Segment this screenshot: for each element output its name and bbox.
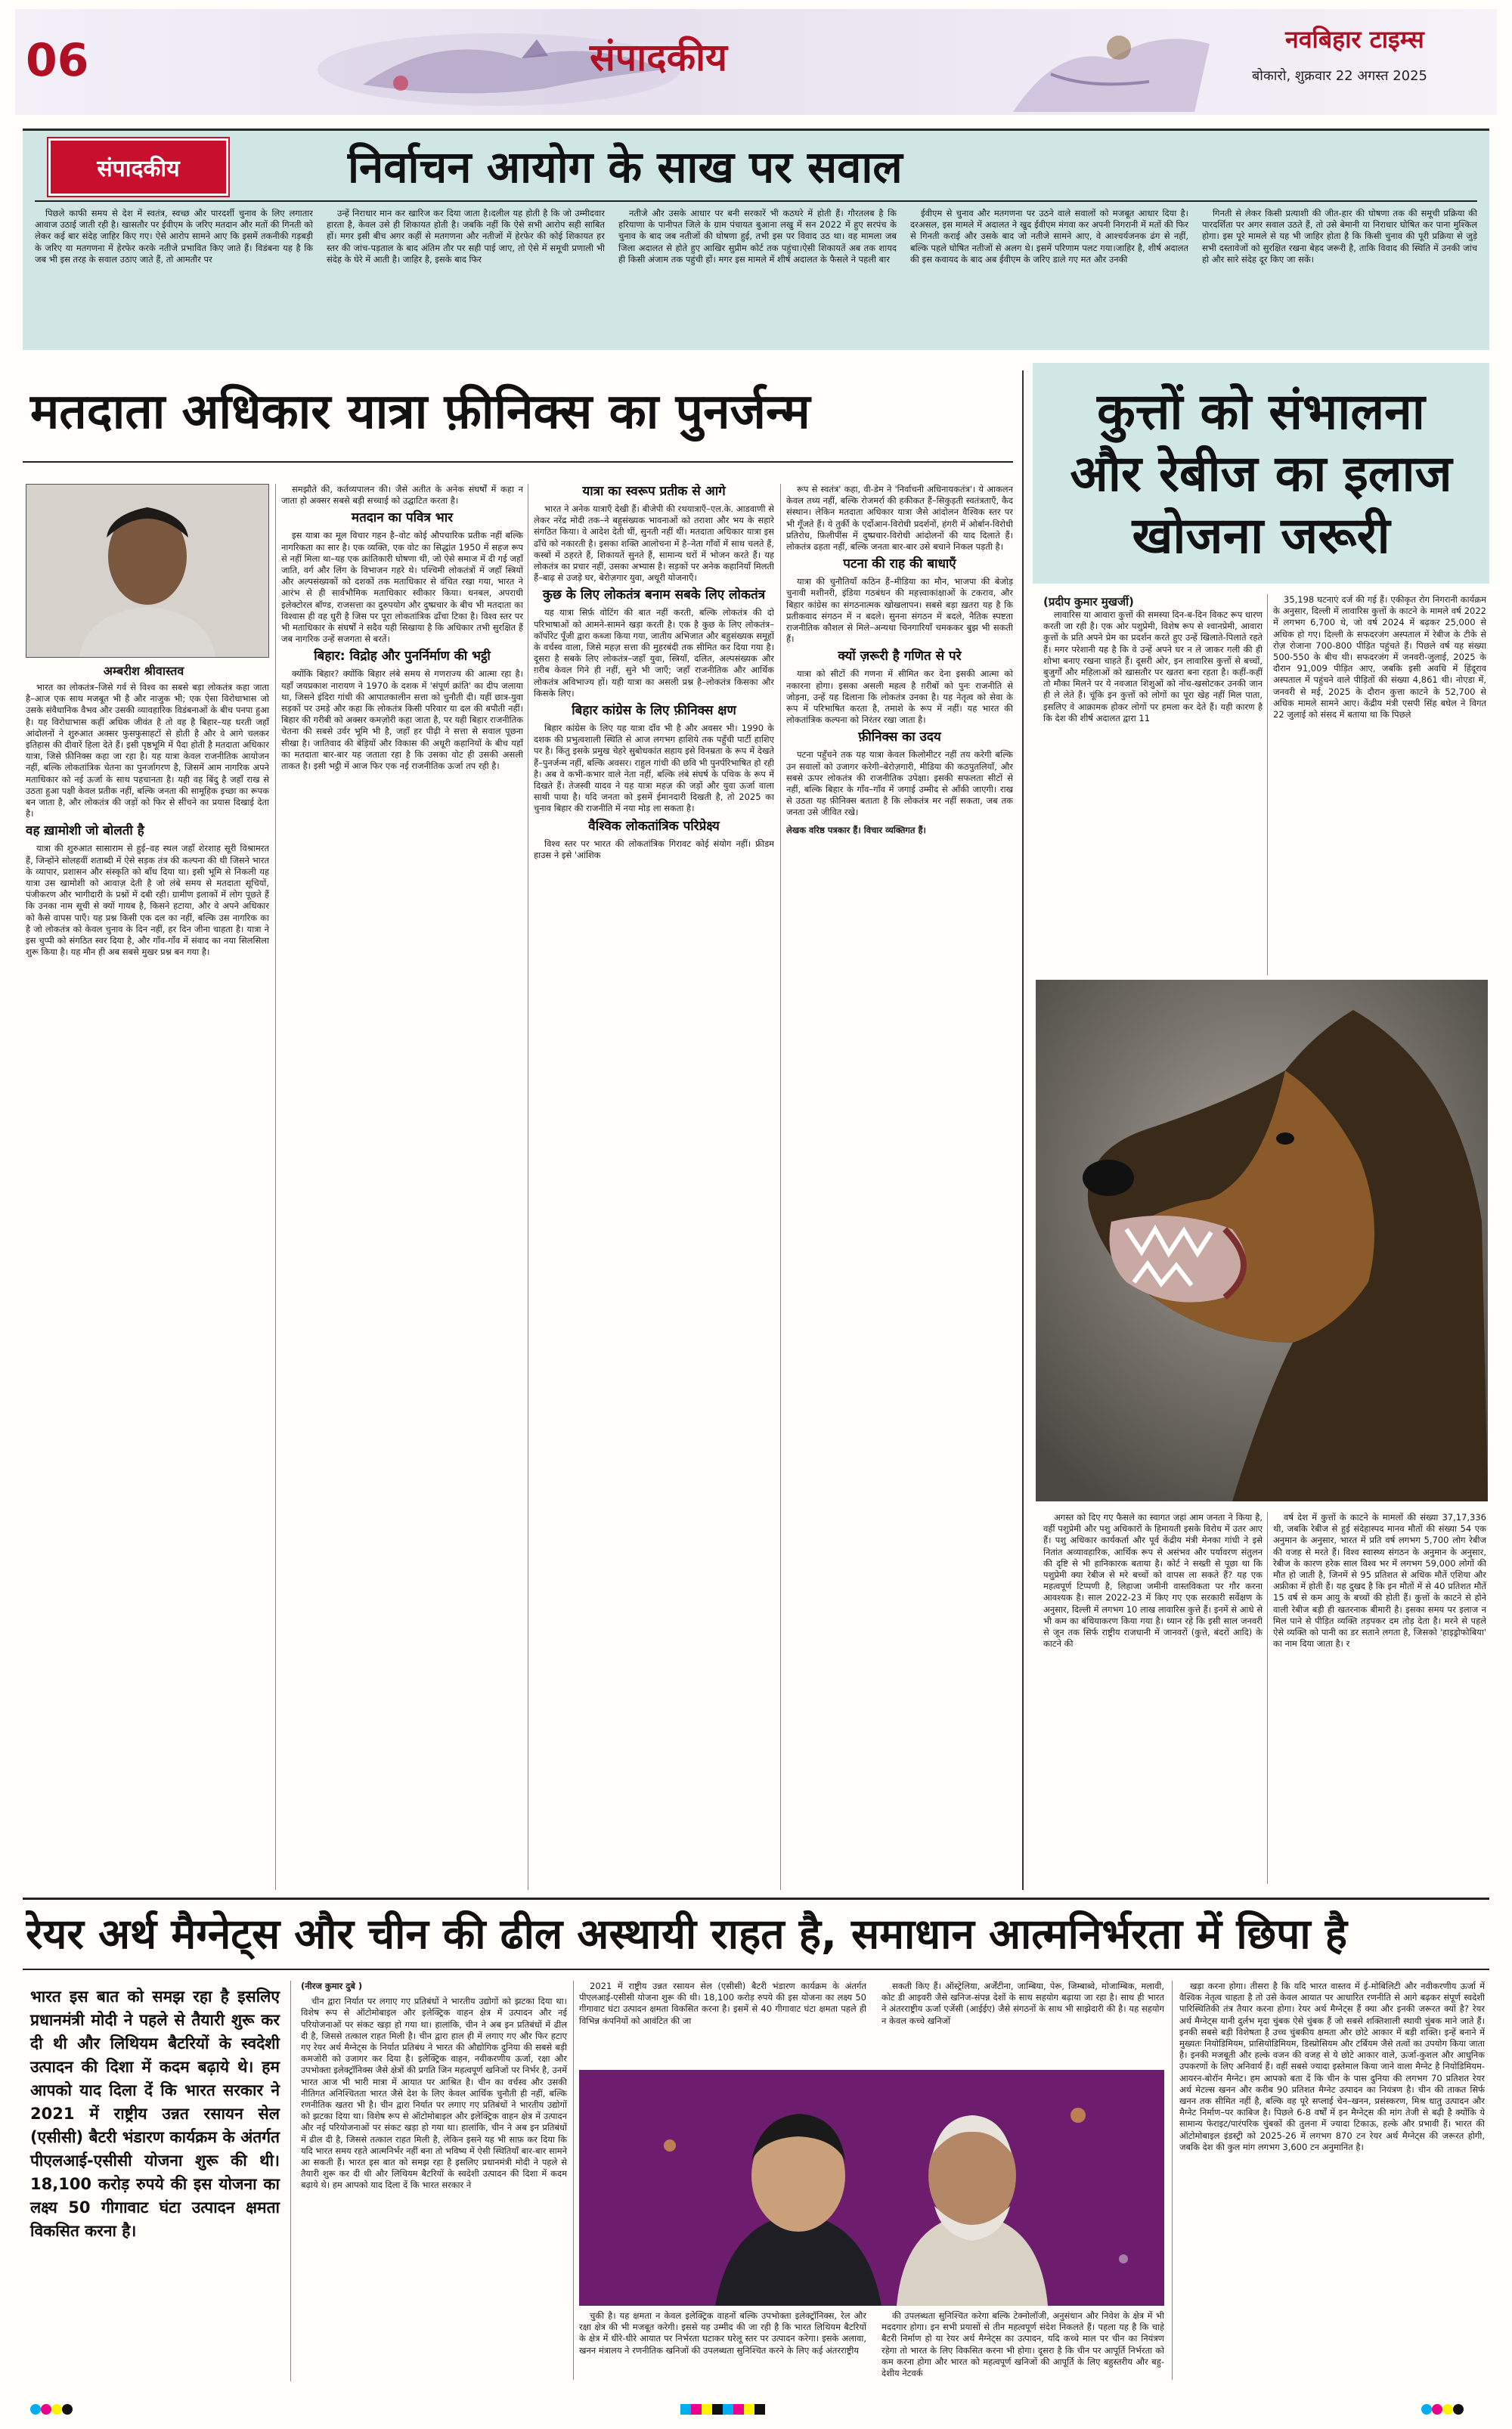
column-divider (780, 484, 781, 1890)
paper-name: नवबिहार टाइम्स (1285, 25, 1424, 54)
subhead-congress: बिहार कांग्रेस के लिए फ़ीनिक्स क्षण (572, 703, 736, 719)
rare-earth-column-2-top: 2021 में राष्ट्रीय उन्नत रसायन सेल (एसीसी) बैटरी भंडारण कार्यक्रम के अंतर्गत पीएलआई-एसीसी योजना शुरू की थी। 18,100 करोड़ रुपये की इस योजना का लक्ष्य 50 गीगावाट घंटा उत्पादन क्षमता विकसित करना है। इसमें से 40 गीगावाट घंटा क्षमता पहले ही विभिन्न कंपनियों को आवंटित की जा (579, 1981, 866, 2026)
rare-earth-column-1: (नीरज कुमार दुबे ) चीन द्वारा निर्यात पर लगाए गए प्रतिबंधों ने भारतीय उद्योगों को झटका दिया था। विशेष रूप से ऑटोमोबाइल और इलेक्ट्रिक वाहन क्षेत्र में उत्पादन और नई परियोजनाओं पर संकट खड़ा हो गया था। हालांकि, चीन ने अब इन प्रतिबंधों में ढील दी है, जिससे तत्काल राहत मिली है। चीन द्वारा हाल ही में लगाए गए और फिर हटाए गए रेयर अर्थ मैग्नेट्स के निर्यात प्रतिबंध ने भारत की औद्योगिक दुनिया की सबसे बड़ी कमजोरी को उजागर कर दिया है। इलेक्ट्रिक वाहन, नवीकरणीय ऊर्जा, रक्षा और उपभोक्ता इलेक्ट्रॉनिक्स जैसे क्षेत्रों की प्रगति जिन महत्वपूर्ण खनिजों पर निर्भर है, उनमें भारत आज भी भारी मात्रा में आयात पर आश्रित है। चीन का वर्चस्व और उसकी नीतिगत अनिश्चितता भारत जैसे देश के लिए केवल आर्थिक चुनौती ही नहीं, बल्कि रणनीतिक खतरा भी है। चीन द्वारा निर्यात पर लगाए गए प्रतिबंधों ने भारतीय उद्योगों को झटका दिया था। विशेष रूप से ऑटोमोबाइल और इलेक्ट्रिक वाहन क्षेत्र में उत्पादन और नई परियोजनाओं पर संकट खड़ा हो गया था। हालांकि, चीन ने अब इन प्रतिबंधों में ढील दी है, जिससे तत्काल राहत मिली है, लेकिन इसने यह भी साफ़ कर दिया कि यदि भारत समय रहते आत्मनिर्भर नहीं बना तो भविष्य में ऐसी स्थितियाँ बार-बार सामने आ सकती हैं। भारत इस बात को समझ रहा है इसलिए प्रधानमंत्री मोदी ने पहले से तैयारी शुरू कर दी थी और लिथियम बैटरियों के स्वदेशी उत्पादन की दिशा में कदम बढ़ाये थे। हम आपको याद दिला दें कि भारत सरकार ने (301, 1981, 567, 2191)
rare-earth-pull-quote: भारत इस बात को समझ रहा है इसलिए प्रधानमंत्री मोदी ने पहले से तैयारी शुरू कर दी थी और लिथियम बैटरियों के स्वदेशी उत्पादन की दिशा में कदम बढ़ाये थे। हम आपको याद दिला दें कि भारत सरकार ने 2021 में राष्ट्रीय उन्नत रसायन सेल (एसीसी) बैटरी भंडारण कार्यक्रम के अंतर्गत पीएलआई-एसीसी योजना शुरू की थी। 18,100 करोड़ रुपये की इस योजना का लक्ष्य 50 गीगावाट घंटा उत्पादन क्षमता विकसित करना है। (30, 1988, 280, 2240)
dogs-column-3: अगस्त को दिए गए फैसले का स्वागत जहां आम जनता ने किया है, वहीं पशुप्रेमी और पशु अधिकारों के हिमायती इसके विरोध में उतर आए हैं। पशु अधिकार कार्यकर्ता और पूर्व केंद्रीय मंत्री मेनका गांधी ने इसे नितांत अव्यावहारिक, आर्थिक रूप से असंभव और पर्यावरण संतुलन की दृष्टि से भी हानिकारक बताया है। कोर्ट ने सख्ती से पूछा था कि पशुप्रेमी क्या रेबीज से मरे बच्चों को वापस ला सकते हैं? यह एक महत्वपूर्ण टिप्पणी है, लिहाजा जमीनी वास्तविकता पर गौर करना आवश्यक है। साल 2022-23 में किए गए एक सरकारी सर्वेक्षण के अनुसार, दिल्ली में लगभग 10 लाख लावारिस कुत्ते हैं। इनमें से आधे से भी कम का बंधियाकरण किया गया है। ध्यान रहे कि इसी साल जनवरी से जून तक सिर्फ राष्ट्रीय राजधानी में जानवरों (कुत्ते, बंदरों आदि) के काटने की (1043, 1512, 1263, 1650)
rare-earth-headline-rule (23, 1969, 1489, 1970)
rare-earth-top-rule (23, 1898, 1489, 1900)
yatra-headline: मतदाता अधिकार यात्रा फ़ीनिक्स का पुनर्जन्म (30, 384, 810, 440)
subhead-patna: पटना की राह की बाधाएँ (843, 556, 956, 572)
registration-color-bar (680, 2404, 765, 2415)
rare-earth-column-3-bottom: की उपलब्धता सुनिश्चित करेगा बल्कि टेक्नोलॉजी, अनुसंधान और निवेश के क्षेत्र में भी मददगार होगा। इन सभी प्रयासों से तीन महत्वपूर्ण संदेश निकलते हैं। पहला यह है कि चाहे बैटरी निर्माण हो या रेयर अर्थ मैग्नेट्स का उत्पादन, यदि कच्चे माल पर चीन का नियंत्रण रहेगा तो भारत के लिए विकसित करना भी होगा। दूसरा है कि चीन पर आपूर्ति निर्भरता को कम करना होगा और भारत को महत्वपूर्ण खनिजों की आपूर्ति के लिए बहुस्तरीय और बहु-देशीय नेटवर्क (881, 2310, 1164, 2379)
rare-earth-column-4: खड़ा करना होगा। तीसरा है कि यदि भारत वास्तव में ई-मोबिलिटी और नवीकरणीय ऊर्जा में वैश्विक नेतृत्व चाहता है तो उसे केवल आयात पर आधारित रणनीति से आगे बढ़कर संपूर्ण स्वदेशी पारिस्थितिकी तंत्र तैयार करना होगा। रेयर अर्थ मैग्नेट्स हैं क्या और इनकी जरूरत क्यों है? रेयर अर्थ मैग्नेट्स यानी दुर्लभ मृदा चुंबक ऐसे चुंबक हैं जो सबसे शक्तिशाली स्थायी चुंबक माने जाते हैं। इनकी सबसे बड़ी विशेषता है उच्च चुंबकीय क्षमता और छोटे आकार में बड़ी शक्ति। इन्हें बनाने में मुख्यतः नियोडिमियम, प्रासियोडिमियम, डिस्प्रोसियम और टर्बियम जैसे तत्वों का उपयोग किया जाता है। इनकी मजबूती और हल्के वजन की वजह से ये छोटे आकार वाले, ऊर्जा-कुशल और आधुनिक उपकरणों के लिए अनिवार्य हैं। वहीं सबसे ज्यादा इस्तेमाल किया जाने वाला मैग्नेट है नियोडिमियम-आयरन-बोरॉन मैग्नेट। हम आपको बता दें कि चीन के पास दुनिया की लगभग 70 प्रतिशत रेयर अर्थ मेटल्स खनन और करीब 90 प्रतिशत मैग्नेट उत्पादन का नियंत्रण है। चीन की ताकत सिर्फ खनन तक सीमित नहीं है, बल्कि वह पूरे सप्लाई चेन–खनन, प्रसंस्करण, मिश्र धातु उत्पादन और मैग्नेट निर्माण–पर काबिज है। पिछले 6-8 वर्षों में इन मैग्नेट्स की मांग तेजी से बढ़ी है क्योंकि ये सामान्य फेराइट/पारंपरिक चुंबकों की तुलना में ज्यादा टिकाऊ, हल्के और प्रभावी हैं। भारत की ऑटोमोबाइल इंडस्ट्री को 2025-26 में लगभग 870 टन रेयर अर्थ मैग्नेट्स की जरूरत होगी, जबकि देश की कुल मांग लगभग 3,600 टन अनुमानित है। (1179, 1981, 1485, 2152)
subhead-phoenix: फ़ीनिक्स का उदय (858, 730, 941, 745)
editorial-column-3: नतीजे और उसके आधार पर बनी सरकारें भी कठघरे में होती हैं। गौरतलब है कि हरियाणा के पानीपत जिले के ग्राम पंचायत बुआना लखु में सन 2022 में हुए सरपंच के चुनाव के बाद जब नतीजों की घोषणा हुई, तभी इस पर विवाद उठ था। वह मामला जब जिला अदालत से होते हुए आखिर सुप्रीम कोर्ट तक पहुंचा।ऐसी शिकायतें अब तक शायद ही किसी अंजाम तक पहुंची हों। मगर इस मामले में शीर्ष अदालत के फैसले ने पहली बार (618, 208, 897, 265)
subhead-yatra-swaroop: यात्रा का स्वरूप प्रतीक से आगे (582, 484, 726, 499)
snarling-dog-icon (1036, 980, 1488, 1501)
section-title: संपादकीय (590, 36, 728, 79)
dogs-column-4: वर्ष देश में कुत्तों के काटने के मामलों की संख्या 37,17,336 थी, जबकि रेबीज से हुई संदेहास्पद मानव मौतों की संख्या 54 एक अनुमान के अनुसार, भारत में प्रति वर्ष लगभग 5,700 लोग रेबीज की वजह से मरते हैं। विश्व स्वास्थ्य संगठन के अनुमान के अनुसार, रेबीज के कारण हरेक साल विश्व भर में लगभग 59,000 लोगों की मौत हो जाती है, जिनमें से 95 प्रतिशत से अधिक मौतें एशिया और अफ्रीका में होती हैं। यह दुखद है कि इन मौतों में से 40 प्रतिशत मौतें 15 वर्ष से कम आयु के बच्चों की होती हैं। कुत्तों के काटने से होने वाली रेबीज बड़ी ही खतरनाक बीमारी है। इसका समय पर इलाज न मिल पाने से पीड़ित व्यक्ति तड़पकर दम तोड़ देता है। मरने से पहले ऐसे व्यक्ति को पानी का डर सताने लगता है, जिसको 'हाइड्रोफोबिया' का नाम दिया जाता है। र (1273, 1512, 1486, 1650)
yatra-column-2: समझौते की, कर्तव्यपालन की। जैसे अतीत के अनेक संघर्षों में कहा न जाता हो अक्सर सबसे बड़ी सच्चाई को उद्घाटित करता है। मतदान का पवित्र भार इस यात्रा का मूल विचार गहन है–वोट कोई औपचारिक प्रतीक नहीं बल्कि नागरिकता का सार है। एक व्यक्ति, एक वोट का सिद्धांत 1950 में सहज रूप से नहीं मिला था–यह एक क्रांतिकारी घोषणा थी, जो ऐसे समाज में दी गई जहाँ जाति, वर्ग और लिंग के विभाजन गहरे थे। पश्चिमी लोकतंत्रों में जहाँ स्त्रियों और अल्पसंख्यकों को दशकों तक मताधिकार से वंचित रखा गया, भारत ने आरंभ से ही सार्वभौमिक मताधिकार स्वीकार किया। धनबल, अपराधी इलेक्टोरल बॉण्ड, राजसत्ता का दुरुपयोग और दुष्प्रचार के बीच भी मतदाता का विश्वास ही वह धुरी है जिस पर पूरा लोकतांत्रिक ढाँचा टिका है। विश्व स्तर पर भी मताधिकार के संघर्षों ने सदैव यही सिखाया है कि अधिकार तभी सुरक्षित हैं जब नागरिक उन्हें सजगता से बरतें। बिहार: विद्रोह और पुनर्निर्माण की भट्ठी क्योंकि बिहार? क्योंकि बिहार लंबे समय से गणराज्य की आत्मा रहा है। यहाँ जयप्रकाश नारायण ने 1970 के दशक में 'संपूर्ण क्रांति' का दीप जलाया था, जिसने इंदिरा गांधी की आपातकालीन सत्ता को चुनौती दी। यहीं छात्र-युवा सड़कों पर उमड़े और कहा कि लोकतंत्र किसी परिवार या दल की बपौती नहीं। बिहार की गरीबी को अक्सर कमज़ोरी कहा जाता है, पर यही बिहार राजनीतिक चेतना की सबसे उर्वर भूमि भी है, जहाँ हर पीढ़ी ने सत्ता से सवाल पूछना सीखा है। जातिवाद की बेड़ियों और विकास की अधूरी कहानियों के बीच यहाँ का मतदाता बार-बार यह जताता रहा है कि उसका वोट ही उसकी असली ताकत है। इसी भट्ठी में आज फिर एक नई राजनीतिक ऊर्जा तप रही है। (281, 484, 523, 772)
editorial-column-2: उन्हें निराधार मान कर खारिज कर दिया जाता है।दलील यह होती है कि जो उम्मीदवार हारता है, केवल उसे ही शिकायत होती है। जबकि नहीं कि ऐसे सभी आरोप सही साबित हों। मगर इसी बीच अगर कहीं से मतगणना और नतीजों में हेरफेर की कोई शिकायत हर स्तर की जांच-पड़ताल के बाद अंतिम तौर पर सही पाई जाए, तो ऐसे में समूची प्रणाली भी संदेह के घेरे में आती है। जाहिर है, इसके बाद फिर (327, 208, 605, 265)
author-photo (26, 484, 269, 658)
editorial-label-text: संपादकीय (97, 155, 180, 182)
dogs-column-2: 35,198 घटनाएं दर्ज की गई हैं। एकीकृत रोग निगरानी कार्यक्रम के अनुसार, दिल्ली में लावारिस कुत्तों के काटने के मामले वर्ष 2022 में लगभग 6,700 थे, जो वर्ष 2024 में बढ़कर 25,000 से अधिक हो गए। दिल्ली के सफदरजंग अस्पताल में रेबीज के टीके से रोज़ रोजाना 700-800 पीड़ित पहुंचते हैं। पिछले वर्ष यह संख्या 500-550 के बीच थी। सफदरजंग में जनवरी-जुलाई, 2025 के दौरान 91,009 पीड़ित आए, जबकि इसी अवधि में हिंदूराव अस्पताल में पहुंचने वाले पीड़ितों की संख्या 4,861 थी। नोएडा में, जनवरी से मई, 2025 के दौरान कुत्ता काटने के 52,700 से अधिक मामले सामने आए। केंद्रीय मंत्री एसपी सिंह बघेल ने विगत 22 जुलाई को संसद में बताया था कि पिछले (1273, 594, 1486, 720)
decorative-figure-icon (968, 14, 1240, 119)
registration-color-bar-left (30, 2404, 73, 2415)
column-divider (275, 484, 276, 1890)
yatra-column-1: भारत का लोकतंत्र–जिसे गर्व से विश्व का सबसे बड़ा लोकतंत्र कहा जाता है–आज एक साथ मजबूत भी है और नाजुक भी; एक ऐसा विरोधाभास जो उसके संवैधानिक वैभव और उसकी व्यावहारिक विडंबनाओं के बीच पनपा हुआ है। यह विरोधाभास कहीं अधिक जीवंत है तो वह है बिहार–यह धरती जहाँ आंदोलनों ने शुरुआत अक्सर फुसफुसाहटों से होती है और वे आगे चलकर इतिहास की दीवारें हिला देते हैं। इसी पृष्ठभूमि में पैदा होती है मतदाता अधिकार यात्रा, जिसे फ़ीनिक्स कहा जा रहा है। यह यात्रा केवल राजनीतिक आयोजन नहीं, बल्कि लोकतांत्रिक चेतना का पुनर्जागरण है, जिसमें आम नागरिक अपने मताधिकार को नई ऊर्जा के साथ पहचानता है। यही वह बिंदु है जहाँ राख से उठता हुआ पक्षी केवल प्रतीक नहीं, बल्कि जनता की सामूहिक इच्छा का रूपक बन जाता है, और लोकतंत्र की जड़ों को फिर से सींचने का प्रयास दिखाई देता है। वह ख़ामोशी जो बोलती है यात्रा की शुरुआत सासाराम से हुई–वह स्थल जहाँ शेरशाह सूरी विश्रामरत हैं, जिन्होंने सोलहवीं शताब्दी में ऐसे सड़क तंत्र की कल्पना की थी जिसने भारत के व्यापार, प्रशासन और संस्कृति को बाँध दिया था। इसी भूमि से निकली यह यात्रा उस खामोशी को आवाज़ देती है जो लंबे समय से मतदाता सूचियों, पंजीकरण और भागीदारी के प्रश्नों में दबी रही। ग्रामीण इलाकों में लोग पूछते हैं कि उनका नाम सूची से क्यों गायब है, किसने हटाया, और वे अपने अधिकार को कैसे वापस पाएँ। यह प्रश्न किसी एक दल का नहीं, बल्कि उस नागरिक का है जो लोकतंत्र को केवल चुनाव के दिन नहीं, हर दिन जीना चाहता है। यात्रा ने इस चुप्पी को संगठित स्वर दिया है, और गाँव-गाँव में संवाद का नया सिलसिला शुरू किया है। यह मौन ही अब सबसे मुखर प्रश्न बन गया है। (26, 682, 269, 958)
rare-earth-headline: रेयर अर्थ मैग्नेट्स और चीन की ढील अस्थायी राहत है, समाधान आत्मनिर्भरता में छिपा है (26, 1910, 1347, 1958)
subhead-khamoshi: वह ख़ामोशी जो बोलती है (26, 823, 144, 839)
leaders-photo (579, 2070, 1164, 2306)
editorial-column-4: ईवीएम से चुनाव और मतगणना पर उठने वाले सवालों को मजबूत आधार दिया है। दरअसल, इस मामले में अदालत ने खुद ईवीएम मंगवा कर अपनी निगरानी में मतों की फिर से गिनती कराई और उसके बाद जो नतीजे सामने आए, वे आश्चर्यजनक ढंग से नहीं, बल्कि पहले घोषित नतीजों से अलग थे। इसमें परिणाम पलट गया।जाहिर है, शीर्ष अदालत की इस कवायद के बाद अब ईवीएम के जरिए डाले गए मत और उनकी (910, 208, 1188, 265)
subhead-matdan: मतदान का पवित्र भार (351, 510, 454, 526)
column-divider (1267, 1512, 1268, 1884)
masthead (0, 0, 1512, 121)
rare-earth-column-2-bottom: चुकी है। यह क्षमता न केवल इलेक्ट्रिक वाहनों बल्कि उपभोक्ता इलेक्ट्रॉनिक्स, रेल और रक्षा क्षेत्र की भी मजबूत करेगी। इससे यह उम्मीद की जा रही है कि भारत लिथियम बैटरियों के क्षेत्र में धीरे-धीरे आयात पर निर्भरता घटाकर घरेलू स्तर पर उत्पादन करेगा। इसके अलावा, खनन मंत्रालय ने रणनीतिक खनिजों की उपलब्धता सुनिश्चित करने के लिए कई अंतरराष्ट्रीय (579, 2310, 866, 2356)
rare-earth-column-3-top: सकती किए हैं। ऑस्ट्रेलिया, अर्जेंटीना, जाम्बिया, पेरू, जिम्बाब्वे, मोजाम्बिक, मलावी, कोट डी आइवरी जैसे खनिज-संपन्न देशों के साथ सहयोग बढ़ाया जा रहा है। साथ ही भारत ने अंतरराष्ट्रीय ऊर्जा एजेंसी (आईईए) जैसे संगठनों के साथ भी साझेदारी की है। यह सहयोग न केवल कच्चे खनिजों (881, 1981, 1164, 2026)
yatra-byline: लेखक वरिष्ठ पत्रकार हैं। विचार व्यक्तिगत हैं। (786, 824, 926, 835)
editorial-box (23, 129, 1489, 350)
yatra-column-3: यात्रा का स्वरूप प्रतीक से आगे भारत ने अनेक यात्राएँ देखी हैं। बीजेपी की रथयात्राएँ–एल.के. आडवाणी से लेकर नरेंद्र मोदी तक–ने बहुसंख्यक भावनाओं को तराशा और भय के सहारे संगठित किया। वे आदेश देती थीं, सुनती नहीं थीं। मतदाता अधिकार यात्रा इस ढाँचे को नकारती है। इसका शक्ति आलोचना में है–नेता गाँवों में साथ चलते हैं, कस्बों में ठहरते हैं, शिकायतें सुनते हैं, सामान्य घरों में भोजन करते हैं। यह लोकतंत्र का प्रचार नहीं, उसका अभ्यास है। सड़कों पर अनेक कहानियाँ मिलती हैं–बाढ़ से उजड़े घर, बेरोज़गार युवा, अधूरी योजनाएँ। कुछ के लिए लोकतंत्र बनाम सबके लिए लोकतंत्र यह यात्रा सिर्फ़ वोटिंग की बात नहीं करती, बल्कि लोकतंत्र की दो परिभाषाओं को आमने-सामने खड़ा करती है। एक है कुछ के लिए लोकतंत्र–कॉर्पोरेट पूँजी द्वारा कब्जा किया गया, जातीय अभिजात और बहुसंख्यक समूहों के वर्चस्व वाला, जिसे महज़ सत्ता की मुहरबंदी तक सीमित कर दिया गया है। दूसरा है सबके लिए लोकतंत्र–जहाँ युवा, स्त्रियाँ, दलित, अल्पसंख्यक और ग़रीब केवल गिने ही नहीं, सुने भी जाएँ; जहाँ राजनीतिक और आर्थिक लोकतंत्र अविभाज्य हों। यही यात्रा का असली प्रश्न है–लोकतंत्र किसका और किसके लिए। बिहार कांग्रेस के लिए फ़ीनिक्स क्षण बिहार कांग्रेस के लिए यह यात्रा दाँव भी है और अवसर भी। 1990 के दशक की प्रभुत्वशाली स्थिति से आज लगभग हाशिये तक पहुँची पार्टी हाशिए पर है। किंतु इसके प्रमुख चेहरे सुबोधकांत सहाय इसे विनम्रता के रूप में देखते हैं–पुनर्जन्म नहीं, बल्कि अवसर। राहुल गांधी की छवि भी पुनर्परिभाषित हो रही है। अब वे कभी-कभार वाले नेता नहीं, बल्कि लंबे संघर्ष के पथिक के रूप में दिखते हैं। तेजस्वी यादव ने यह यात्रा महज़ की जड़ों और युवा ऊर्जा वाला साथी पाया है। यदि जनता को इसमें ईमानदारी दिखती है, तो 2025 का चुनाव बिहार की राजनीति में नया मोड़ ला सकता है। वैश्विक लोकतांत्रिक परिप्रेक्ष्य विश्व स्तर पर भारत की लोकतांत्रिक गिरावट कोई संयोग नहीं। फ्रीडम हाउस ने इसे 'आंशिक (534, 484, 774, 860)
dogs-column-1: लावारिस या आवारा कुत्तों की समस्या दिन-ब-दिन विकट रूप धारण करती जा रही है। एक ओर पशुप्रेमी, विशेष रूप से श्वानप्रेमी, आवारा कुत्तों के प्रति अपने प्रेम का प्रदर्शन करते हुए उन्हें खिलाते-पिलाते रहते हैं। मगर परेशानी यह है कि वे उन्हें अपने घर न ले जाकर गली की ही शोभा बनाए रखना चाहते हैं। दूसरी ओर, इन लावारिस कुत्तों से बच्चों, बुजुर्गों और महिलाओं को खासतौर पर खतरा बना रहता है। कहीं-कहीं तो मौका मिलने पर ये नवजात शिशुओं को नोंच-खसोटकर उनकी जान ही ले लेते हैं। चूंकि इन कुत्तों को लोगों का पूरा खेह नहीं मिल पाता, इसलिए वे आक्रामक होकर लोगों पर हमला कर देते हैं। यही कारण है कि देश की शीर्ष अदालत द्वारा 11 (1043, 609, 1263, 723)
yatra-headline-rule (23, 461, 1013, 463)
editorial-column-1: पिछले काफी समय से देश में स्वतंत्र, स्वच्छ और पारदर्शी चुनाव के लिए लगातार आवाज उठाई जाती रही है। खासतौर पर ईवीएम के जरिए मतदान और मतों की गिनती को लेकर कई बार संदेह जाहिर किए गए। ऐसे आरोप सामने आए कि इसमें तकनीकी गड़बड़ी के जरिए या मतगणना में हेरफेर करके नतीजे प्रभावित किए जाते हैं। विडंबना यह है कि जब भी इस तरह के सवाल उठाए जाते हैं, तो आमतौर पर (35, 208, 313, 265)
subhead-loktantra: कुछ के लिए लोकतंत्र बनाम सबके लिए लोकतंत्र (542, 587, 766, 603)
dog-photo (1036, 980, 1488, 1501)
masthead-band (15, 9, 1497, 115)
author-name: अम्बरीश श्रीवास्तव (103, 664, 184, 678)
author-portrait-icon (26, 485, 268, 657)
editorial-column-5: गिनती से लेकर किसी प्रत्याशी की जीत-हार की घोषणा तक की समूची प्रक्रिया की पारदर्शिता पर अगर सवाल उठते हैं, तो उसे बेमानी या निराधार घोषित कर पाना मुश्किल होगा। इस पूरे मामले से यह भी जाहिर होता है कि किसी चुनाव की पूरी प्रक्रिया से जुड़े सभी दस्तावेजों को सुरक्षित रखना बेहद जरूरी है, ताकि विवाद की स्थिति में उनकी जांच हो और सारे संदेह दूर किए जा सकें। (1202, 208, 1477, 265)
editorial-headline-rule (35, 200, 1477, 202)
subhead-vaishvik: वैश्विक लोकतांत्रिक परिप्रेक्ष्य (588, 818, 720, 834)
dateline: बोकारो, शुक्रवार 22 अगस्त 2025 (1252, 68, 1428, 84)
subhead-ganit: क्यों ज़रूरी है गणित से परे (838, 649, 962, 665)
editorial-label (48, 138, 228, 196)
dogs-headline-box (1033, 363, 1489, 584)
registration-color-bar-right (1421, 2404, 1464, 2415)
rare-earth-author: (नीरज कुमार दुबे ) (301, 1981, 363, 1991)
dogs-headline: कुत्तों को संभालना और रेबीज का इलाज खोजना जरूरी (1070, 383, 1452, 565)
leaders-illustration-icon (579, 2070, 1164, 2306)
subhead-bihar: बिहार: विद्रोह और पुनर्निर्माण की भट्ठी (314, 649, 491, 665)
column-divider (1172, 1981, 1173, 2380)
yatra-column-4: रूप से स्वतंत्र' कहा, वी-डेम ने 'निर्वाचनी अधिनायकतंत्र'। ये आकलन केवल तथ्य नहीं, बल्कि रोजमर्रा की हकीकत हैं–सिकुड़ती स्वतंत्रताएँ, कैद संस्थान। लेकिन मतदाता अधिकार यात्रा जैसे आंदोलन वैश्विक स्तर पर भी गूँजते हैं। ये तुर्की के एर्दोआन-विरोधी प्रदर्शनों, हंगरी में ओर्बान-विरोधी प्रतिरोध, फ़िलीपींस में दुष्प्रचार-विरोधी आंदोलनों की याद दिलाते हैं। लोकतंत्र ढहता नहीं, बल्कि जनता बार-बार उसे बचाने निकल पड़ती है। पटना की राह की बाधाएँ यात्रा की चुनौतियाँ कठिन हैं–मीडिया का मौन, भाजपा की बेजोड़ चुनावी मशीनरी, इंडिया गठबंधन की महत्त्वाकांक्षाओं के टकराव, और बिहार कांग्रेस का संगठनात्मक खोखलापन। सबसे बड़ा ख़तरा यह है कि प्रतीकवाद संगठन में न बदले। सुनना संगठन में बदले, नैतिक स्पष्टता राजनीतिक कौशल से मिले–अन्यथा चिनगारियाँ चमककर बुझ भी सकती हैं। क्यों ज़रूरी है गणित से परे यात्रा को सीटों की गणना में सीमित कर देना इसकी आत्मा को नकारना होगा। इसका असली महत्व है ग़रीबों को पुनः राजनीति से जोड़ना, उन्हें यह दिलाना कि लोकतंत्र उनका है। यह नेतृत्व को सेवा के रूप में परिभाषित करता है, तमाशे के रूप में नहीं। यह भारत की लोकतांत्रिक कल्पना को निरंतर रखा जाता है। फ़ीनिक्स का उदय पटना पहुँचने तक यह यात्रा केवल किलोमीटर नहीं तय करेगी बल्कि उन सवालों को उजागर करेगी–बेरोज़गारी, मीडिया की कठपुतलियाँ, और सबसे ऊपर लोकतंत्र की राजनीतिक उपेक्षा। इसकी सफलता सीटों से नहीं, बल्कि बिहार के गाँव–गाँव में जगाई उम्मीद से आँकी जाएगी। राख से उठता यह फ़ीनिक्स बताता है कि लोकतंत्र मर नहीं सकता, जब तक जनता उसे जीवित रखे। लेखक वरिष्ठ पत्रकार हैं। विचार व्यक्तिगत हैं। (786, 484, 1013, 835)
pull-quote-divider (290, 1981, 291, 2381)
column-divider (573, 1981, 574, 2380)
editorial-headline: निर्वाचन आयोग के साख पर सवाल (348, 141, 903, 193)
dogs-author: (प्रदीप कुमार मुखर्जी) (1043, 595, 1134, 609)
page-number: 06 (26, 34, 89, 87)
section-divider (1022, 370, 1024, 1890)
column-divider (1267, 594, 1268, 975)
